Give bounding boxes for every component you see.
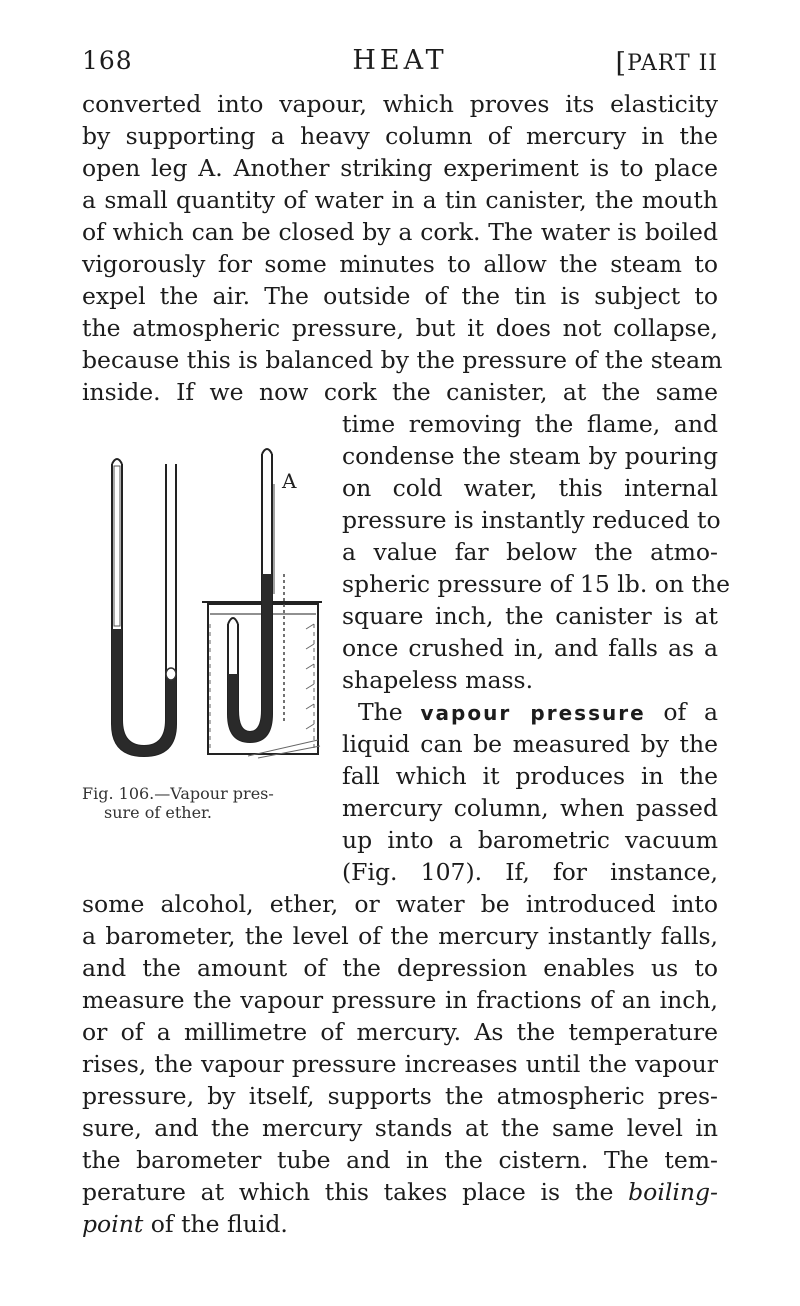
text-line: by supporting a heavy column of mercury in the — [82, 122, 718, 150]
text-line: expel the air. The outside of the tin is subject to — [82, 282, 718, 310]
term-vapour-pressure: vapour pressure — [420, 701, 646, 725]
mercury-right — [228, 574, 272, 742]
text-line: liquid can be measured by the — [342, 730, 718, 758]
text-line: rises, the vapour pressure increases until the vapour — [82, 1050, 718, 1078]
caption-line-1: Fig. 106.—Vapour pres- — [82, 784, 274, 803]
page-number: 168 — [82, 46, 133, 75]
text-line: mercury column, when passed — [342, 794, 718, 822]
u-tube-right-inner — [238, 454, 262, 732]
text-fragment: of the fluid. — [143, 1210, 288, 1238]
text-line — [82, 1176, 718, 1208]
text-line: the barometer tube and in the cistern. The tem- — [82, 1146, 718, 1174]
closed-leg-left — [114, 466, 120, 626]
text-line: because this is balanced by the pressure of the steam — [82, 346, 723, 374]
part-text: PART II — [627, 51, 718, 76]
text-line: open leg A. Another striking experiment is to place — [82, 154, 718, 182]
text-line: the atmospheric pressure, but it does not collapse, — [82, 314, 718, 342]
figure-caption — [82, 784, 337, 822]
text-line: a barometer, the level of the mercury instantly falls, — [82, 922, 718, 950]
part-bracket: [ — [615, 48, 628, 79]
text-line: pressure, by itself, supports the atmospheric pres- — [82, 1082, 718, 1110]
text-line: or of a millimetre of mercury. As the temperature — [82, 1018, 718, 1046]
text-fragment: The — [358, 698, 421, 726]
text-line: fall which it produces in the — [342, 762, 718, 790]
text-fragment: perature at which this takes place is the — [82, 1178, 629, 1206]
u-tube-left-inner — [122, 464, 166, 746]
term-boiling-point: boiling- — [628, 1178, 718, 1206]
text-line: a value far below the atmo- — [342, 538, 718, 566]
figure-106 — [98, 424, 358, 784]
part-label — [616, 46, 718, 77]
text-fragment: of a — [645, 698, 719, 726]
text-line — [358, 696, 718, 729]
running-header — [82, 38, 718, 78]
text-line: spheric pressure of 15 lb. on the — [342, 570, 731, 598]
text-line: on cold water, this internal — [342, 474, 718, 502]
text-line: a small quantity of water in a tin canister, the mouth — [82, 186, 718, 214]
caption-line-2: sure of ether. — [104, 803, 213, 822]
text-line: converted into vapour, which proves its elasticity — [82, 90, 718, 118]
text-line: square inch, the canister is at — [342, 602, 718, 630]
running-title: HEAT — [352, 45, 448, 76]
text-line: measure the vapour pressure in fractions of an inch, — [82, 986, 718, 1014]
text-line: vigorously for some minutes to allow the steam to — [82, 250, 718, 278]
text-line: condense the steam by pouring — [342, 442, 718, 470]
text-line: once crushed in, and falls as a — [342, 634, 718, 662]
label-a: A — [282, 469, 297, 493]
term-boiling-point-cont: point — [82, 1210, 144, 1238]
text-line: up into a barometric vacuum — [342, 826, 718, 854]
text-line: pressure is instantly reduced to — [342, 506, 721, 534]
text-line — [82, 1208, 718, 1240]
text-line: some alcohol, ether, or water be introduced into — [82, 890, 718, 918]
bulb-left — [166, 668, 176, 680]
figure-illustration — [98, 424, 358, 784]
text-line: sure, and the mercury stands at the same level in — [82, 1114, 718, 1142]
text-line: and the amount of the depression enables us to — [82, 954, 718, 982]
text-line: shapeless mass. — [342, 666, 534, 694]
text-line: (Fig. 107). If, for instance, — [342, 858, 718, 886]
u-tube-left-cap — [112, 459, 122, 464]
text-line: time removing the flame, and — [342, 410, 718, 438]
text-line: inside. If we now cork the canister, at the same — [82, 378, 718, 406]
text-line: of which can be closed by a cork. The water is boiled — [82, 218, 718, 246]
